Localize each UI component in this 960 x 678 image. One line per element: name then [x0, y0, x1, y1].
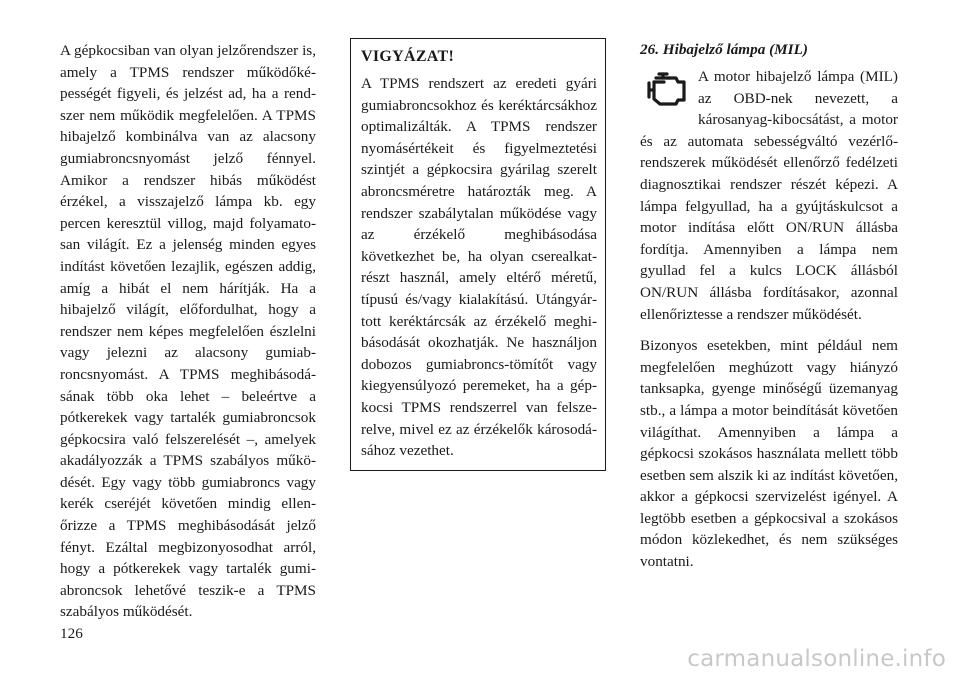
- mil-paragraph-2: Bizonyos esetekben, mint például nem megfelelően meghúzott vagy hiányzó tanksapka, gyenge minőségű üzemanyag stb., a lámpa a motor beindítását követően világíthat. Amennyiben a lámpa a gépkocsi szokásos használata mellett több esetben sem alszik ki az indítást követően, akkor a gépkocsi szervizelést igényel. A legtöbb esetben a gépkocsival a szokásos módon közlekedhet, és nem szükséges vontatni.: [640, 337, 898, 571]
- watermark: carmanualsonline.info: [687, 646, 946, 672]
- left-column: [60, 40, 316, 623]
- warning-title: VIGYÁZAT!: [361, 48, 455, 65]
- warning-box: [350, 38, 606, 471]
- mil-paragraph-1: A motor hibajelző lámpa (MIL) az OBD-nek nevezett, a károsanyag-kibocsátást, a motor és az automata sebességváltó vezérlőrendszerek működését ellenőrző fedélzeti diagnosztikai rendszer részét képezi. A lámpa felgyullad, ha a gyújtáskulcsot a motor indítása előtt ON/RUN állásba fordítja. Amennyiben a lámpa nem gyullad fel a kulcs LOCK állásból ON/RUN állásba fordításakor, azonnal ellenőriztesse a rendszer működését.: [640, 68, 898, 323]
- right-column: [640, 40, 898, 573]
- check-engine-icon: [640, 70, 690, 110]
- warning-text: A TPMS rendszert az eredeti gyári gumiabroncsokhoz és keréktárcsákhoz optimalizálták. A TPMS rendszer nyomásértékeit és figyelmeztetési szintjét a gépkocsira gyárilag szerelt abroncsméretre határozták meg. A rendszer szabálytalan működése vagy az érzékelő meghibásodása következhet be, ha olyan cserealkatrészt használ, amely eltérő méretű, típusú és/vagy kialakítású. Utángyártott keréktárcsák az érzékelő meghibásodását okozhatják. Ne használjon dobozos gumiabroncs-tömítőt vagy kiegyensúlyozó peremeket, ha a gépkocsi TPMS rendszerrel van felszerelve, mivel ez az érzékelők károsodásához vezethet.: [361, 75, 597, 460]
- mil-block: [640, 66, 898, 325]
- section-title: 26. Hibajelző lámpa (MIL): [640, 41, 808, 58]
- page-number: 126: [60, 625, 83, 642]
- tpms-malfunction-paragraph: A gépkocsiban van olyan jelzőrendszer is, amely a TPMS rendszer működőképességét figyeli, és jelzést ad, ha a rendszer nem működik megfelelően. A TPMS hibajelző kombinálva van az alacsony gumiabroncsnyomást jelző fénnyel. Amikor a rendszer hibás működést érzékel, a visszajelző lámpa kb. egy percen keresztül villog, majd folyamatosan világít. Ez a jelenség minden egyes indítást követően lezajlik, egészen addig, amíg a hibát el nem hárítják. Ha a hibajelző világít, előfordulhat, hogy a rendszer nem képes megfelelően észlelni vagy jelezni az alacsony gumiabroncsnyomást. A TPMS meghibásodásának több oka lehet – beleértve a pótkerekek vagy tartalék gumiabroncsok gépkocsira való felszerelését –, amelyek akadályozzák a TPMS szabályos működését. Egy vagy több gumiabroncs vagy kerék cseréjét követően mindig ellenőrizze a TPMS meghibásodását jelző fényt. Ezáltal megbizonyosodhat arról, hogy a pótkerekek vagy tartalék gumiabroncsok lehetővé teszik-e a TPMS szabályos működését.: [60, 42, 316, 621]
